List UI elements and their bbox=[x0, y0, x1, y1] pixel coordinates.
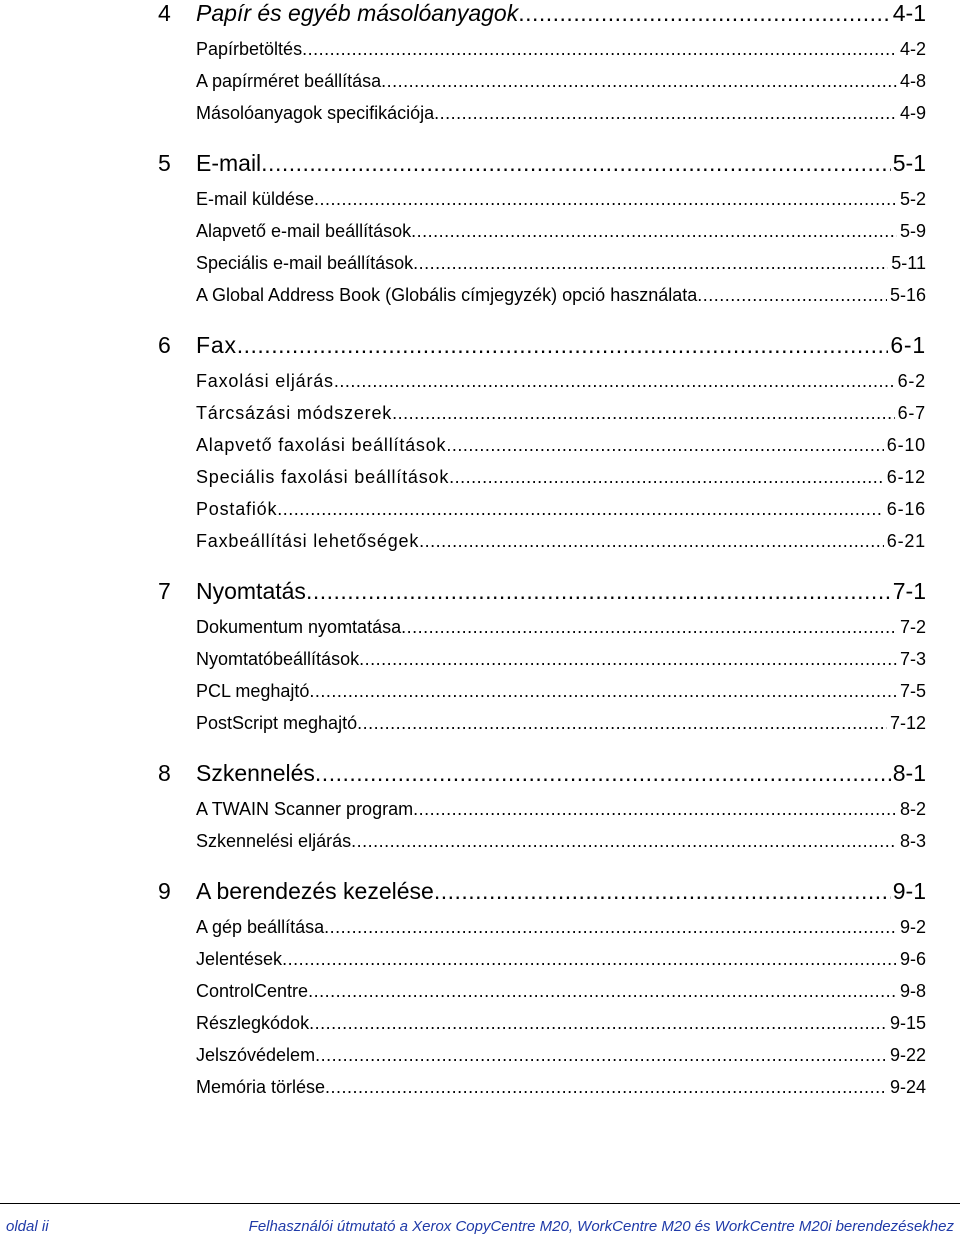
entry-page-number: 8-2 bbox=[899, 799, 926, 819]
entry-title: PostScript meghajtó bbox=[196, 713, 358, 733]
entry-title: Másolóanyagok specifikációja bbox=[196, 103, 435, 123]
toc-entry[interactable] bbox=[158, 65, 926, 97]
chapter-heading[interactable] bbox=[158, 333, 926, 357]
toc-entry[interactable] bbox=[158, 33, 926, 65]
toc-chapter bbox=[158, 151, 926, 311]
footer-document-title: Felhasználói útmutató a Xerox CopyCentre M20, WorkCentre M20 és WorkCentre M20i berendezésekhez bbox=[248, 1218, 954, 1235]
toc-chapter bbox=[158, 761, 926, 857]
dot-leader bbox=[434, 97, 897, 129]
entry-page-number: 9-8 bbox=[899, 981, 926, 1001]
toc-entry[interactable] bbox=[158, 279, 926, 311]
dot-leader bbox=[324, 911, 897, 943]
entry-title: ControlCentre bbox=[196, 981, 309, 1001]
entry-title: Szkennelési eljárás bbox=[196, 831, 352, 851]
entry-page-number: 9-6 bbox=[899, 949, 926, 969]
entry-page-number: 5-2 bbox=[899, 189, 926, 209]
toc-entry[interactable] bbox=[158, 793, 926, 825]
toc-entry[interactable] bbox=[158, 611, 926, 643]
chapter-title: Nyomtatás bbox=[196, 578, 306, 604]
entry-page-number: 7-2 bbox=[899, 617, 926, 637]
dot-leader bbox=[315, 761, 891, 785]
dot-leader bbox=[392, 397, 895, 429]
entry-page-number: 7-3 bbox=[899, 649, 926, 669]
entry-title: Speciális faxolási beállítások bbox=[196, 467, 450, 487]
page-footer bbox=[0, 1212, 960, 1242]
entry-title: Alapvető faxolási beállítások bbox=[196, 435, 447, 455]
toc-entry[interactable] bbox=[158, 397, 926, 429]
dot-leader bbox=[359, 643, 897, 675]
toc-entry[interactable] bbox=[158, 825, 926, 857]
entry-page-number: 6-10 bbox=[886, 435, 926, 455]
entry-page-number: 8-3 bbox=[899, 831, 926, 851]
entry-title: PCL meghajtó bbox=[196, 681, 310, 701]
dot-leader bbox=[306, 579, 891, 603]
chapter-number: 7 bbox=[158, 578, 171, 604]
entry-title: E-mail küldése bbox=[196, 189, 315, 209]
entry-title: Memória törlése bbox=[196, 1077, 326, 1097]
toc-entry[interactable] bbox=[158, 707, 926, 739]
dot-leader bbox=[697, 279, 887, 311]
dot-leader bbox=[434, 879, 891, 903]
entry-title: A gép beállítása bbox=[196, 917, 325, 937]
chapter-page-number: 4-1 bbox=[892, 0, 926, 26]
entry-title: Dokumentum nyomtatása bbox=[196, 617, 402, 637]
toc-entry[interactable] bbox=[158, 675, 926, 707]
entry-title: Faxbeállítási lehetőségek bbox=[196, 531, 420, 551]
entry-title: Papírbetöltés bbox=[196, 39, 303, 59]
dot-leader bbox=[413, 793, 897, 825]
dot-leader bbox=[446, 429, 883, 461]
toc-entry[interactable] bbox=[158, 215, 926, 247]
dot-leader bbox=[357, 707, 887, 739]
entry-title: Alapvető e-mail beállítások bbox=[196, 221, 412, 241]
chapter-title: Szkennelés bbox=[196, 760, 315, 786]
chapter-number: 4 bbox=[158, 0, 171, 26]
toc-entry[interactable] bbox=[158, 461, 926, 493]
toc-entry[interactable] bbox=[158, 493, 926, 525]
dot-leader bbox=[401, 611, 897, 643]
chapter-title: E-mail bbox=[196, 150, 262, 176]
chapter-number: 5 bbox=[158, 150, 171, 176]
entry-page-number: 6-12 bbox=[886, 467, 926, 487]
chapter-page-number: 8-1 bbox=[892, 760, 926, 786]
entry-page-number: 6-21 bbox=[886, 531, 926, 551]
toc-entry[interactable] bbox=[158, 643, 926, 675]
entry-page-number: 7-12 bbox=[889, 713, 926, 733]
toc-chapter bbox=[158, 879, 926, 1103]
entry-page-number: 6-7 bbox=[897, 403, 926, 423]
toc-entry[interactable] bbox=[158, 247, 926, 279]
entry-title: A Global Address Book (Globális címjegyzék) opció használata bbox=[196, 285, 698, 305]
toc-chapter bbox=[158, 579, 926, 739]
entry-title: Faxolási eljárás bbox=[196, 371, 334, 391]
dot-leader bbox=[302, 33, 897, 65]
entry-page-number: 6-16 bbox=[886, 499, 926, 519]
chapter-page-number: 5-1 bbox=[892, 150, 926, 176]
entry-title: A TWAIN Scanner program bbox=[196, 799, 414, 819]
dot-leader bbox=[381, 65, 897, 97]
chapter-title: Fax bbox=[196, 332, 237, 358]
toc-entry[interactable] bbox=[158, 943, 926, 975]
dot-leader bbox=[282, 943, 897, 975]
entry-page-number: 5-16 bbox=[889, 285, 926, 305]
footer-divider bbox=[0, 1203, 960, 1204]
dot-leader bbox=[309, 1007, 887, 1039]
dot-leader bbox=[325, 1071, 887, 1103]
dot-leader bbox=[334, 365, 895, 397]
entry-page-number: 4-8 bbox=[899, 71, 926, 91]
chapter-heading[interactable] bbox=[158, 151, 926, 175]
toc-chapter bbox=[158, 1, 926, 129]
entry-title: A papírméret beállítása bbox=[196, 71, 382, 91]
chapter-page-number: 9-1 bbox=[892, 878, 926, 904]
entry-page-number: 9-15 bbox=[889, 1013, 926, 1033]
toc-entry[interactable] bbox=[158, 183, 926, 215]
dot-leader bbox=[449, 461, 884, 493]
dot-leader bbox=[261, 151, 891, 175]
chapter-heading[interactable] bbox=[158, 761, 926, 785]
dot-leader bbox=[237, 333, 889, 357]
entry-page-number: 4-2 bbox=[899, 39, 926, 59]
dot-leader bbox=[413, 247, 888, 279]
chapter-number: 9 bbox=[158, 878, 171, 904]
chapter-page-number: 6-1 bbox=[890, 332, 926, 358]
toc-chapter bbox=[158, 333, 926, 557]
entry-title: Jelszóvédelem bbox=[196, 1045, 316, 1065]
entry-page-number: 7-5 bbox=[899, 681, 926, 701]
dot-leader bbox=[411, 215, 897, 247]
dot-leader bbox=[308, 975, 897, 1007]
toc-entry[interactable] bbox=[158, 1007, 926, 1039]
chapter-number: 6 bbox=[158, 332, 171, 358]
entry-page-number: 9-24 bbox=[889, 1077, 926, 1097]
chapter-heading[interactable] bbox=[158, 1, 926, 25]
dot-leader bbox=[277, 493, 884, 525]
entry-title: Jelentések bbox=[196, 949, 283, 969]
toc-entry[interactable] bbox=[158, 429, 926, 461]
dot-leader bbox=[309, 675, 897, 707]
entry-page-number: 6-2 bbox=[897, 371, 926, 391]
entry-title: Tárcsázási módszerek bbox=[196, 403, 393, 423]
entry-page-number: 9-2 bbox=[899, 917, 926, 937]
chapter-title: A berendezés kezelése bbox=[196, 878, 434, 904]
dot-leader bbox=[351, 825, 897, 857]
entry-title: Speciális e-mail beállítások bbox=[196, 253, 414, 273]
entry-title: Részlegkódok bbox=[196, 1013, 310, 1033]
entry-page-number: 9-22 bbox=[889, 1045, 926, 1065]
table-of-contents bbox=[158, 0, 926, 1125]
toc-entry[interactable] bbox=[158, 365, 926, 397]
entry-page-number: 5-9 bbox=[899, 221, 926, 241]
toc-entry[interactable] bbox=[158, 525, 926, 557]
dot-leader bbox=[419, 525, 884, 557]
footer-page-label: oldal ii bbox=[6, 1218, 49, 1235]
chapter-page-number: 7-1 bbox=[892, 578, 926, 604]
chapter-heading[interactable] bbox=[158, 879, 926, 903]
toc-entry[interactable] bbox=[158, 97, 926, 129]
dot-leader bbox=[518, 1, 891, 25]
toc-entry[interactable] bbox=[158, 975, 926, 1007]
dot-leader bbox=[314, 183, 897, 215]
chapter-title: Papír és egyéb másolóanyagok bbox=[196, 0, 519, 26]
dot-leader bbox=[315, 1039, 887, 1071]
chapter-heading[interactable] bbox=[158, 579, 926, 603]
chapter-number: 8 bbox=[158, 760, 171, 786]
entry-page-number: 5-11 bbox=[891, 253, 926, 273]
entry-page-number: 4-9 bbox=[899, 103, 926, 123]
entry-title: Nyomtatóbeállítások bbox=[196, 649, 360, 669]
toc-entry[interactable] bbox=[158, 911, 926, 943]
entry-title: Postafiók bbox=[196, 499, 278, 519]
toc-entry[interactable] bbox=[158, 1039, 926, 1071]
toc-entry[interactable] bbox=[158, 1071, 926, 1103]
